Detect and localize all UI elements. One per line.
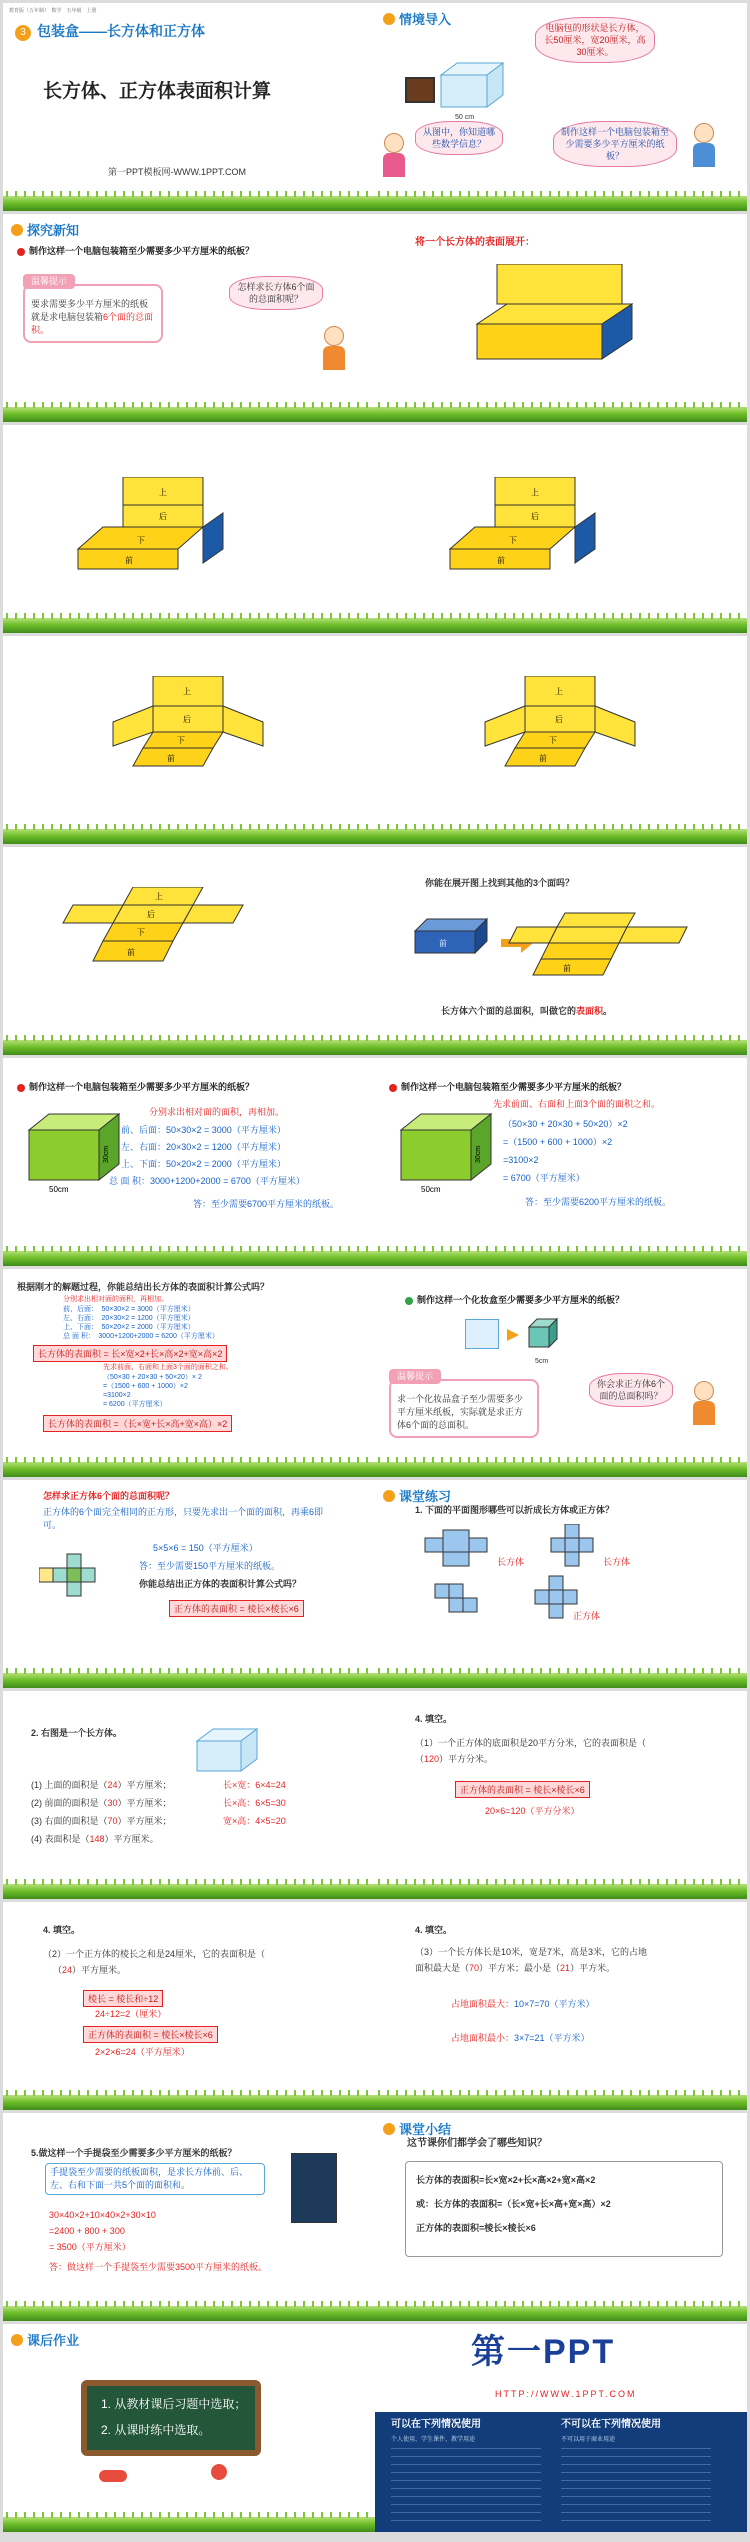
net-label-bottom: 下 [549,736,557,745]
header-icon [11,2334,23,2346]
method-b-4: =3100×2 [103,1392,131,1399]
grass-border [3,407,375,422]
net-label-front: 前 [125,556,133,565]
row-unit: ）平方厘米； [117,1816,172,1826]
box-drawing [437,61,507,111]
cosmetic-box-image [465,1319,499,1349]
cuboid-drawing [193,1727,263,1777]
question: 这节课你们都学会了哪些知识？ [407,2138,547,2149]
header-icon [11,224,23,236]
grass-border [3,618,375,633]
grass-border [375,1462,747,1477]
grass-border [375,2306,747,2321]
row-value: 148 [89,1834,105,1844]
page-title: 长方体、正方体表面积计算 [43,81,272,102]
lesson-number: 3 [15,25,31,41]
answer: 答：至少需要6700平方厘米的纸板。 [193,1199,340,1209]
method-a-4: 上、下面： 50×20×2 = 2000（平方厘米） [63,1324,195,1331]
calculation: 20×6=120（平方分米） [485,1806,580,1816]
calc-max-label: 占地面积最大： [451,1999,515,2009]
slide-calc-1 [3,1058,375,1266]
slide-net-1 [3,425,375,633]
grass-border [3,829,375,844]
question: 4. 填空。 [415,1714,453,1724]
net-label-back: 后 [531,512,539,521]
girl-illustration [321,326,347,370]
problem-end: （24）平方厘米。 [53,1965,127,1975]
red-dot [17,1084,25,1092]
arrow-icon [507,1329,519,1341]
formula-3: 正方体的表面积=棱长×棱长×6 [416,2223,536,2233]
tip-highlight: 6个面的总面积。 [31,312,154,335]
info-panel [375,2412,747,2532]
step-5: = 6700（平方厘米） [503,1173,585,1183]
formula-1: 棱长 = 棱长和÷12 [83,1990,163,2007]
question: 根据刚才的解题过程，你能总结出长方体的表面积计算公式吗？ [17,1282,270,1292]
calc-min [451,2032,590,2045]
net-label-top: 上 [183,687,191,696]
slide-summary [375,2113,747,2321]
row-unit: ）平方厘米； [117,1780,172,1790]
question: 你能在展开图上找到其他的3个面吗？ [425,878,575,888]
slide-calc-2 [375,1058,747,1266]
slide-cube-intro [375,1269,747,1477]
question: 5.做这样一个手提袋至少需要多少平方厘米的纸板？ [31,2148,237,2158]
question: 2. 右图是一个长方体。 [31,1728,123,1738]
open-box-drawing [467,264,657,374]
grass-border [375,1673,747,1688]
answer-2: 长方体 [603,1557,631,1567]
slide-credits [375,2324,747,2532]
problem-unit: ）平方厘米。 [72,1965,127,1975]
edge-label: 5cm [535,1358,549,1365]
method-a-3: 左、右面： 20×30×2 = 1200（平方厘米） [63,1315,195,1322]
header: 课堂练习 [399,1489,452,1504]
slide-unfold [375,214,747,422]
allowed-text: 个人使用、学生课件、教学用途 [391,2437,476,2443]
calculation: 5×5×6 = 150（平方厘米） [153,1543,258,1553]
net-label-top: 上 [531,488,539,497]
problem-line-2 [415,1962,615,1975]
grass-border [3,2095,375,2110]
row-label: (3) 右面的面积是（ [31,1816,108,1826]
problem-end: （120）平方分米。 [415,1754,494,1764]
step-5: 总 面 积：3000+1200+2000 = 6700（平方厘米） [109,1176,305,1186]
net-label-bottom: 下 [509,536,517,545]
net-label-back: 后 [183,715,191,724]
header: 情境导入 [399,12,452,27]
problem-line-1: （3）一个长方体长是10米，宽是7米，高是3米，它的占地 [415,1947,648,1957]
problem-c: ）平方米。 [570,1963,616,1973]
answer-row [31,1779,172,1792]
question: 制作这样一个化妆盒至少需要多少平方厘米的纸板？ [417,1295,625,1305]
row-calc: 长×高：6×5=30 [223,1798,286,1808]
cube-net-drawing [39,1550,129,1620]
header: 课后作业 [27,2333,80,2348]
method-b-3: =（1500 + 600 + 1000）×2 [103,1383,188,1390]
calc-3: = 3500（平方厘米） [49,2242,131,2252]
answer-term: 表面积 [576,1006,604,1016]
red-dot [17,248,25,256]
net-drawing [43,887,303,1007]
net-label-front: 前 [497,556,505,565]
laptop-image [405,77,435,103]
formula-1: 长方体的表面积=长×宽×2+长×高×2+宽×高×2 [416,2175,596,2185]
problem-text: （1）一个正方体的底面积是20平方分米，它的表面积是（ [415,1738,647,1748]
height-label: 30cm [103,1145,110,1163]
top-line: 教育版（五年制） 数学 五年级 上册 [9,8,97,14]
summary-box [405,2161,723,2257]
slide-exercise-4-3 [375,1902,747,2110]
tip-box [389,1371,539,1438]
slide-intro [375,3,747,211]
method-a-1: 分别求出相对面的面积，再相加。 [63,1296,168,1303]
info-cloud: 电脑包的形状是长方体，长50厘米，宽20厘米，高30厘米。 [535,17,655,63]
slide-net-4 [375,636,747,844]
allowed-list [391,2448,541,2522]
question: 制作这样一个电脑包装箱至少需要多少平方厘米的纸板？ [401,1082,627,1092]
instruction: 将一个长方体的表面展开： [415,237,535,248]
question-cloud: 你会求正方体6个面的总面积吗？ [589,1373,673,1407]
row-unit: ）平方厘米； [117,1798,172,1808]
explanation: 正方体的6个面完全相同的正方形，只要先求出一个面的面积，再乘6即可。 [43,1507,324,1530]
net-label-front: 前 [167,754,175,763]
footer: 第一PPT模板网-WWW.1PPT.COM [108,167,246,177]
green-dot [405,1297,413,1305]
bag-image [291,2153,337,2223]
question: 怎样求正方体6个面的总面积呢？ [43,1491,175,1501]
slide-exercise-4-2 [3,1902,375,2110]
header-icon [383,13,395,25]
question: 制作这样一个电脑包装箱至少需要多少平方厘米的纸板？ [29,246,255,256]
net-label-top: 上 [155,892,163,901]
slide-title [3,3,375,211]
question-cloud: 怎样求长方体6个面的总面积呢？ [229,276,323,310]
step-1: 分别求出相对面的面积，再相加。 [149,1107,285,1117]
logo: 第一PPT [471,2333,616,2371]
red-dot [389,1084,397,1092]
answer-1: 长方体 [497,1557,525,1567]
method-b-2: （50×30 + 20×30 + 50×20）× 2 [103,1374,202,1381]
net-label-bottom: 下 [177,736,185,745]
answer-max: 70 [469,1963,480,1973]
answer [441,1005,612,1018]
slide-formula [3,1269,375,1477]
question: 4. 填空。 [415,1925,453,1935]
grass-border [375,1884,747,1899]
grass-border [375,1040,747,1055]
net-label-top: 上 [159,488,167,497]
hint-box: 手提袋至少需要的纸板面积，是求长方体前、后、左、右和下面一共5个面的面积和。 [45,2163,265,2195]
grass-border [3,1251,375,1266]
formula-1: 长方体的表面积 = 长×宽×2+长×高×2+宽×高×2 [33,1345,227,1362]
calc-1: 24÷12=2（厘米） [95,2009,167,2019]
answer-value: 120 [424,1754,440,1764]
row-label: (1) 上面的面积是（ [31,1780,108,1790]
answer-row [31,1815,172,1828]
calc-max [451,1998,595,2011]
problem-unit: ）平方分米。 [439,1754,494,1764]
question: 1. 下面的平面图形哪些可以折成长方体或正方体？ [415,1505,615,1515]
method-b-1: 先求前面、右面和上面3个面的面积之和。 [103,1364,233,1371]
homework-1: 1. 从教材课后习题中选取； [101,2397,247,2411]
slide-net-2 [375,425,747,633]
formula: 正方体的表面积 = 棱长×棱长×6 [455,1781,590,1798]
shape-nets [415,1524,715,1634]
slide-homework [3,2324,375,2532]
step-2: （50×30 + 20×30 + 50×20）×2 [503,1119,628,1129]
net-label-back: 后 [147,910,155,919]
grass-border [3,2517,375,2532]
slide-exercise-5 [3,2113,375,2321]
tip-text: 要求需要多少平方厘米的纸板就是求电脑包装箱 [31,299,149,322]
slide-net-5 [3,847,375,1055]
calc-min-value: 3×7=21（平方米） [514,2033,590,2043]
header: 探究新知 [27,223,80,238]
homework-2: 2. 从课时练中选取。 [101,2423,211,2437]
answer-min: 21 [560,1963,571,1973]
forbidden-heading: 不可以在下列情况使用 [561,2419,661,2430]
answer-text: 长方体六个面的总面积，叫做它的 [441,1006,577,1016]
dimension-label: 50 cm [455,114,475,121]
answer: 答：至少需要6200平方厘米的纸板。 [525,1197,672,1207]
calc-2: =2400 + 800 + 300 [49,2226,125,2236]
slide-net-3 [3,636,375,844]
answer-value: 24 [62,1965,73,1975]
question: 4. 填空。 [43,1925,81,1935]
grass-border [3,2306,375,2321]
row-calc: 长×宽：6×4=24 [223,1780,286,1790]
calc-max-value: 10×7=70（平方米） [514,1999,595,2009]
net-label-back: 后 [159,512,167,521]
height-label: 30cm [475,1145,482,1163]
grass-border [375,2095,747,2110]
step-2: 前、后面：50×30×2 = 3000（平方厘米） [121,1125,286,1135]
formula-2: 长方体的表面积 =（长×宽+长×高+宽×高）×2 [43,1415,232,1432]
problem-b: ）平方米；最小是（ [479,1963,561,1973]
row-calc: 宽×高：4×5=20 [223,1816,286,1826]
net-drawing [63,477,313,587]
book-icon [99,2470,127,2482]
header: 课堂小结 [399,2122,452,2137]
slide-exercise-4-1 [375,1691,747,1899]
grass-border [3,196,375,211]
length-label: 50cm [421,1185,441,1194]
row-unit: ）平方厘米。 [104,1834,159,1844]
problem-a: 面积最大是（ [415,1963,470,1973]
grass-border [3,1884,375,1899]
tip-tag: 温馨提示 [389,1369,441,1384]
net-drawing [445,676,685,796]
length-label: 50cm [49,1185,69,1194]
method-b-5: = 6200（平方厘米） [103,1401,167,1408]
grass-border [3,1040,375,1055]
slide-practice [375,1480,747,1688]
answer-row [31,1797,172,1810]
grass-border [375,829,747,844]
apple-icon [211,2464,227,2480]
net-front-label: 前 [563,964,571,973]
lesson-title: 包装盒——长方体和正方体 [37,23,205,39]
girl-illustration [691,1381,717,1425]
row-value: 30 [107,1798,118,1808]
step-4: =3100×2 [503,1155,539,1165]
answer-end: 。 [603,1006,613,1016]
net-label-bottom: 下 [137,928,145,937]
step-1: 先求前面、右面和上面3个面的面积之和。 [493,1099,661,1109]
grass-border [375,196,747,211]
calc-1: 30×40×2+10×40×2+30×10 [49,2210,156,2220]
box-and-net-drawing [405,909,725,989]
calc-2: 2×2×6=24（平方厘米） [95,2047,190,2057]
step-3: =（1500 + 600 + 1000）×2 [503,1137,613,1147]
cube-drawing [525,1315,565,1355]
calc-min-label: 占地面积最小： [451,2033,515,2043]
slide-cube-formula [3,1480,375,1688]
question: 制作这样一个电脑包装箱至少需要多少平方厘米的纸板？ [29,1082,255,1092]
net-drawing [73,676,313,796]
tip-text: 求一个化妆品盒子至少需要多少平方厘米纸板，实际就是求正方体6个面的总面积。 [397,1394,524,1430]
tip-tag: 温馨提示 [23,274,75,289]
prompt: 你能总结出正方体的表面积计算公式吗？ [139,1579,302,1589]
net-label-front: 前 [127,948,135,957]
grass-border [3,1673,375,1688]
question-cloud-2: 制作这样一个电脑包装箱至少需要多少平方厘米的纸板？ [553,121,677,167]
header-icon [383,1490,395,1502]
row-label: (2) 前面的面积是（ [31,1798,108,1808]
method-a-5: 总 面 积： 3000+1200+2000 = 6200（平方厘米） [63,1333,219,1340]
slide-other-faces [375,847,747,1055]
row-value: 24 [107,1780,118,1790]
grass-border [3,1462,375,1477]
row-label: (4) 表面积是（ [31,1834,90,1844]
forbidden-list [561,2448,711,2522]
method-a-2: 前、后面： 50×30×2 = 3000（平方厘米） [63,1306,195,1313]
net-label-bottom: 下 [137,536,145,545]
tip-box [23,276,163,343]
answer: 答：至少需要150平方厘米的纸板。 [139,1561,281,1571]
net-label-top: 上 [555,687,563,696]
cuboid-drawing [391,1108,501,1198]
step-4: 上、下面：50×20×2 = 2000（平方厘米） [121,1159,286,1169]
allowed-heading: 可以在下列情况使用 [391,2419,481,2430]
net-label-front: 前 [539,754,547,763]
problem-text: （2）一个正方体的棱长之和是24厘米，它的表面积是（ [43,1949,266,1959]
net-label-back: 后 [555,715,563,724]
formula-2: 正方体的表面积 = 棱长×棱长×6 [83,2026,218,2043]
answer-row [31,1833,159,1846]
grass-border [375,407,747,422]
step-3: 左、右面：20×30×2 = 1200（平方厘米） [121,1142,286,1152]
answer-3: 正方体 [573,1611,601,1621]
problem [415,1737,646,1750]
question-cloud-1: 从图中，你知道哪些数学信息？ [415,121,503,155]
row-value: 70 [107,1816,118,1826]
chalkboard [81,2380,261,2456]
girl-illustration [381,133,407,177]
grass-border [375,1251,747,1266]
boy-illustration [691,123,717,167]
site-url[interactable]: HTTP://WWW.1PPT.COM [495,2389,637,2399]
cube-formula: 正方体的表面积 = 棱长×棱长×6 [169,1600,304,1617]
front-label: 前 [439,939,447,948]
slide-exercise-2 [3,1691,375,1899]
answer: 答：做这样一个手提袋至少需要3500平方厘米的纸板。 [49,2262,268,2272]
header-icon [383,2123,395,2135]
net-drawing [435,477,685,587]
grass-border [375,618,747,633]
forbidden-text: 不可以用于商业用途 [561,2437,616,2443]
slide-explore [3,214,375,422]
formula-2: 或：长方体的表面积=（长×宽+长×高+宽×高）×2 [416,2199,611,2209]
